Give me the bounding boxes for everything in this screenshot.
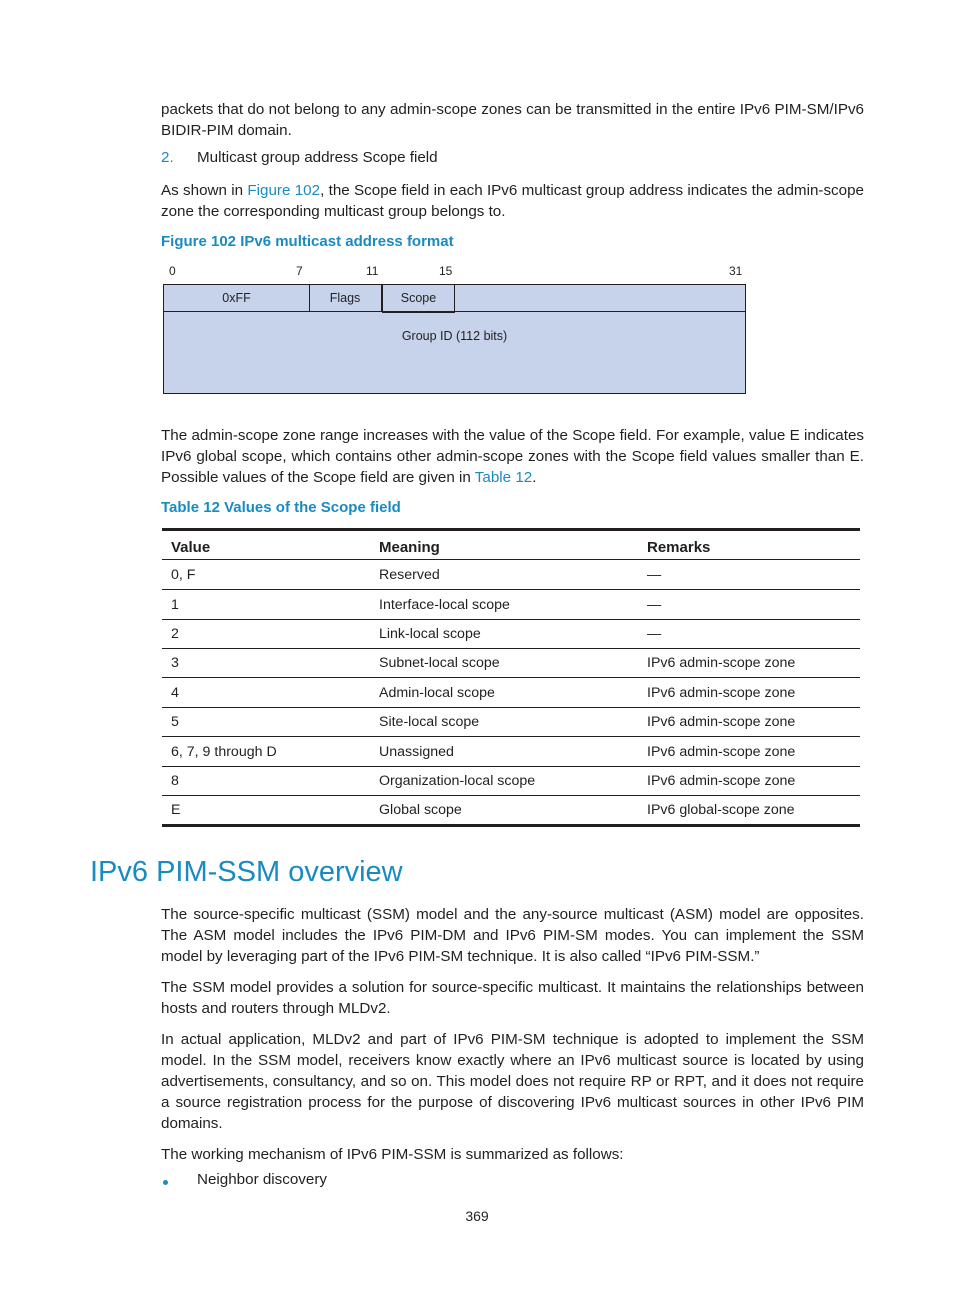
table-top-rule (162, 528, 860, 531)
bullet-icon (163, 1180, 168, 1185)
list-item-text: Multicast group address Scope field (197, 149, 438, 166)
field-divider (164, 311, 745, 312)
bullet-item-text: Neighbor discovery (197, 1171, 327, 1188)
bit-label: 11 (366, 264, 379, 278)
header-value: Value (171, 539, 211, 556)
ssm-paragraph: The source-specific multicast (SSM) model and the any-source multicast (ASM) model are opposites. The ASM model includes the IPv6 PIM-DM and IPv6 PIM-SM modes. You can implement the SSM model by leveraging part of the IPv6 PIM-SM technique. It is also called “IPv6 PIM-SSM.” (161, 906, 864, 965)
header-remarks: Remarks (647, 539, 711, 556)
table-row: 6, 7, 9 through D Unassigned IPv6 admin-scope zone (162, 737, 860, 767)
range-paragraph: The admin-scope zone range increases with the value of the Scope field. For example, value E indicates IPv6 global scope, which contains other admin-scope zones with the Scope field values smaller than E. Possible values of the Scope field are given in Table 12. (161, 427, 864, 486)
table-row: 3 Subnet-local scope IPv6 admin-scope zone (162, 648, 860, 678)
page-number: 369 (465, 1208, 489, 1224)
figure-link[interactable]: Figure 102 (247, 182, 321, 199)
bit-label: 31 (729, 264, 743, 278)
table-bottom-rule (162, 824, 860, 827)
table-row: 5 Site-local scope IPv6 admin-scope zone (162, 707, 860, 737)
bit-label: 7 (296, 264, 303, 278)
ssm-paragraph: The SSM model provides a solution for source-specific multicast. It maintains the relationships between hosts and routers through MLDv2. (161, 979, 864, 1017)
section-title: IPv6 PIM-SSM overview (90, 856, 403, 888)
ssm-paragraph: In actual application, MLDv2 and part of IPv6 PIM-SM technique is adopted to implement the SSM model. In the SSM model, receivers know exactly where an IPv6 multicast source is located by using advertisements, consultancy, and so on. This model does not require RP or RPT, and it does not require a source registration process for the purpose of discovering IPv6 multicast sources in other IPv6 PIM domains. (161, 1031, 864, 1132)
group-id-field: Group ID (112 bits) (401, 329, 508, 343)
prefix-field: 0xFF (164, 285, 310, 312)
table-row: 1 Interface-local scope — (162, 590, 860, 620)
scope-paragraph: As shown in Figure 102, the Scope field in each IPv6 multicast group address indicates the admin-scope zone the corresponding multicast group belongs to. (161, 182, 864, 220)
table-header (162, 537, 860, 560)
figure-caption: Figure 102 IPv6 multicast address format (161, 233, 454, 250)
table-row: 4 Admin-local scope IPv6 admin-scope zone (162, 678, 860, 708)
intro-paragraph: packets that do not belong to any admin-scope zones can be transmitted in the entire IPv6 PIM-SM/IPv6 BIDIR-PIM domain. (161, 101, 864, 139)
table-caption: Table 12 Values of the Scope field (161, 499, 401, 516)
bit-label: 0 (169, 264, 176, 278)
scope-field: Scope (382, 284, 455, 313)
bit-label: 15 (439, 264, 453, 278)
flags-field: Flags (309, 285, 382, 312)
table-row: E Global scope IPv6 global-scope zone (171, 802, 795, 818)
table-row: 2 Link-local scope — (162, 619, 860, 649)
table-row: 8 Organization-local scope IPv6 admin-scope zone (162, 766, 860, 796)
address-format-diagram (163, 284, 746, 394)
table-row: 0, F Reserved — (162, 560, 860, 590)
table-link[interactable]: Table 12 (474, 469, 533, 486)
header-meaning: Meaning (379, 539, 440, 556)
list-number: 2. (161, 149, 174, 166)
ssm-paragraph: The working mechanism of IPv6 PIM-SSM is summarized as follows: (161, 1146, 624, 1163)
